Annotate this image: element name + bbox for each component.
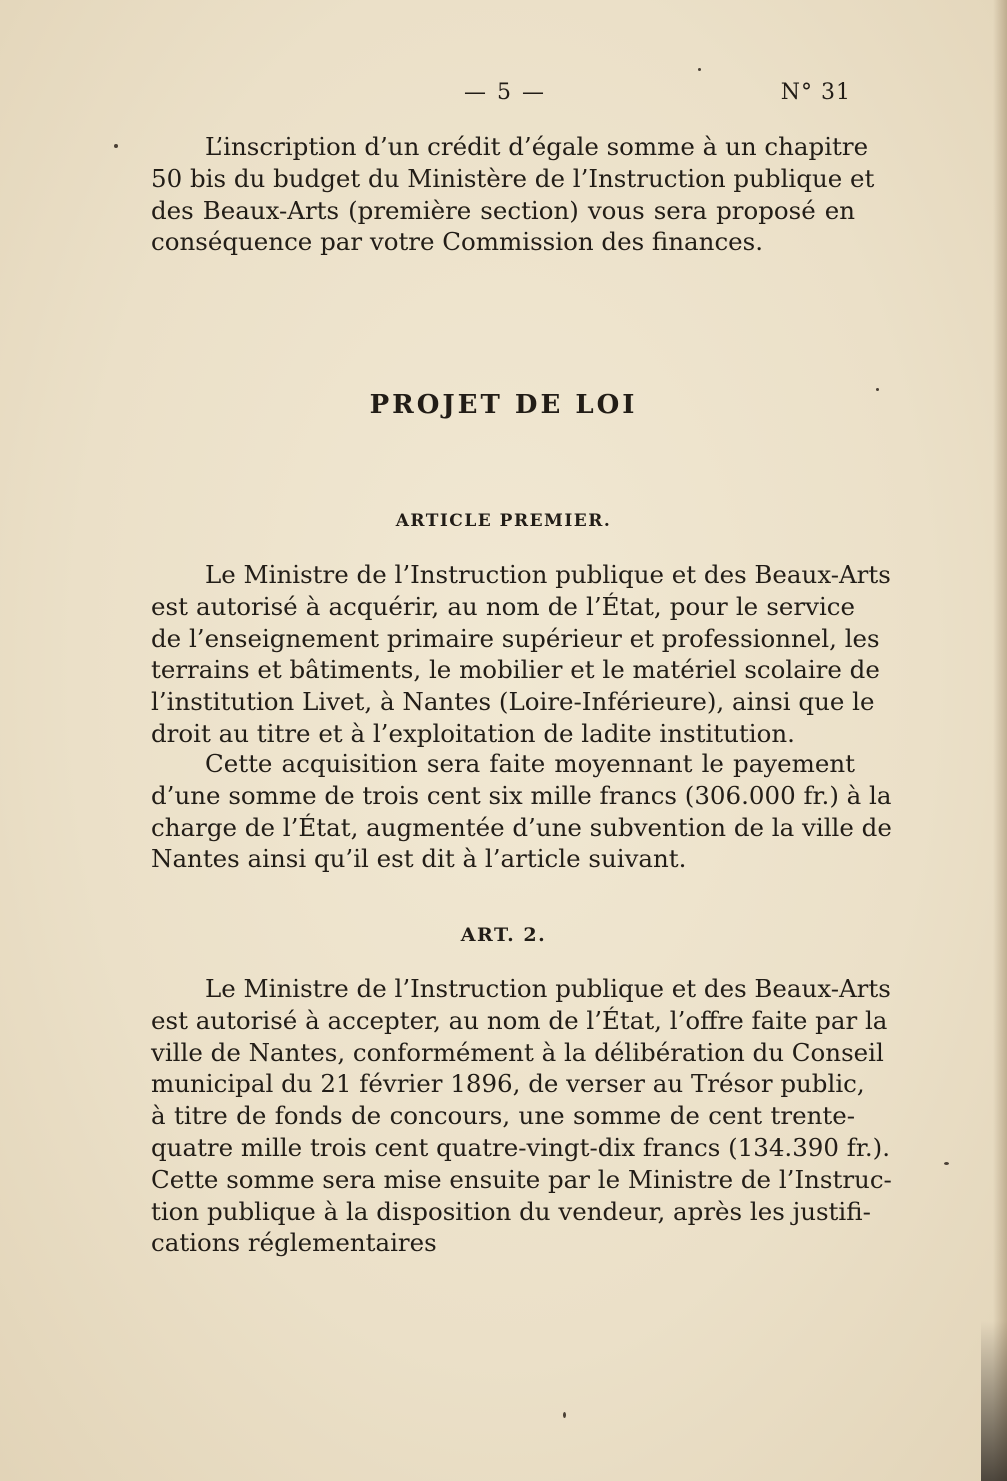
text-line: de l’enseignement primaire supérieur et professionnel, les xyxy=(151,623,880,653)
paper-speck xyxy=(944,1162,949,1165)
text-line: municipal du 21 février 1896, de verser au Trésor public, xyxy=(151,1069,865,1099)
text-line: à titre de fonds de concours, une somme de cent trente- xyxy=(151,1101,855,1131)
page-number: — 5 — xyxy=(464,80,546,105)
text-line: cations réglementaires xyxy=(151,1228,437,1258)
paper-speck xyxy=(563,1412,566,1418)
text-line: L’inscription d’un crédit d’égale somme à un chapitre xyxy=(205,132,869,161)
article-1-heading: ARTICLE PREMIER. xyxy=(395,511,612,531)
text-line: tion publique à la disposition du vendeur, après les justifi- xyxy=(151,1196,871,1226)
paper-speck xyxy=(698,68,701,71)
text-line: conséquence par votre Commission des finances. xyxy=(151,227,764,257)
text-line: Cette acquisition sera faite moyennant le payement xyxy=(205,749,855,778)
text-line: d’une somme de trois cent six mille francs (306.000 fr.) à la xyxy=(151,780,892,810)
text-line: droit au titre et à l’exploitation de ladite institution. xyxy=(151,718,795,748)
text-line: l’institution Livet, à Nantes (Loire-Inférieure), ainsi que le xyxy=(151,687,875,717)
bill-title: PROJET DE LOI xyxy=(369,390,638,420)
text-line: terrains et bâtiments, le mobilier et le matériel scolaire de xyxy=(151,655,880,685)
paper-edge-shadow xyxy=(993,0,1007,1481)
article-1-paragraph-1 xyxy=(151,559,891,750)
text-line: Nantes ainsi qu’il est dit à l’article suivant. xyxy=(151,844,687,874)
article-2-heading: ART. 2. xyxy=(460,924,547,946)
document-number: N° 31 xyxy=(780,80,851,105)
text-line: ville de Nantes, conformément à la délibération du Conseil xyxy=(151,1037,884,1067)
text-line: quatre mille trois cent quatre-vingt-dix francs (134.390 fr.). xyxy=(151,1132,890,1162)
article-1-paragraph-2 xyxy=(151,748,892,875)
paper-corner-shadow xyxy=(981,1321,1007,1481)
intro-paragraph xyxy=(151,131,875,258)
article-2-paragraph xyxy=(151,973,892,1259)
text-line: Le Ministre de l’Instruction publique et des Beaux-Arts xyxy=(205,974,891,1003)
text-line: est autorisé à accepter, au nom de l’État, l’offre faite par la xyxy=(151,1005,888,1035)
text-line: Cette somme sera mise ensuite par le Ministre de l’Instruc- xyxy=(151,1164,892,1194)
page-header xyxy=(150,80,855,114)
paper-speck xyxy=(114,144,118,148)
text-line: Le Ministre de l’Instruction publique et des Beaux-Arts xyxy=(205,560,891,589)
text-line: charge de l’État, augmentée d’une subvention de la ville de xyxy=(151,812,892,842)
text-line: des Beaux-Arts (première section) vous sera proposé en xyxy=(151,195,855,225)
text-line: est autorisé à acquérir, au nom de l’État, pour le service xyxy=(151,591,855,621)
text-line: 50 bis du budget du Ministère de l’Instruction publique et xyxy=(151,163,875,193)
